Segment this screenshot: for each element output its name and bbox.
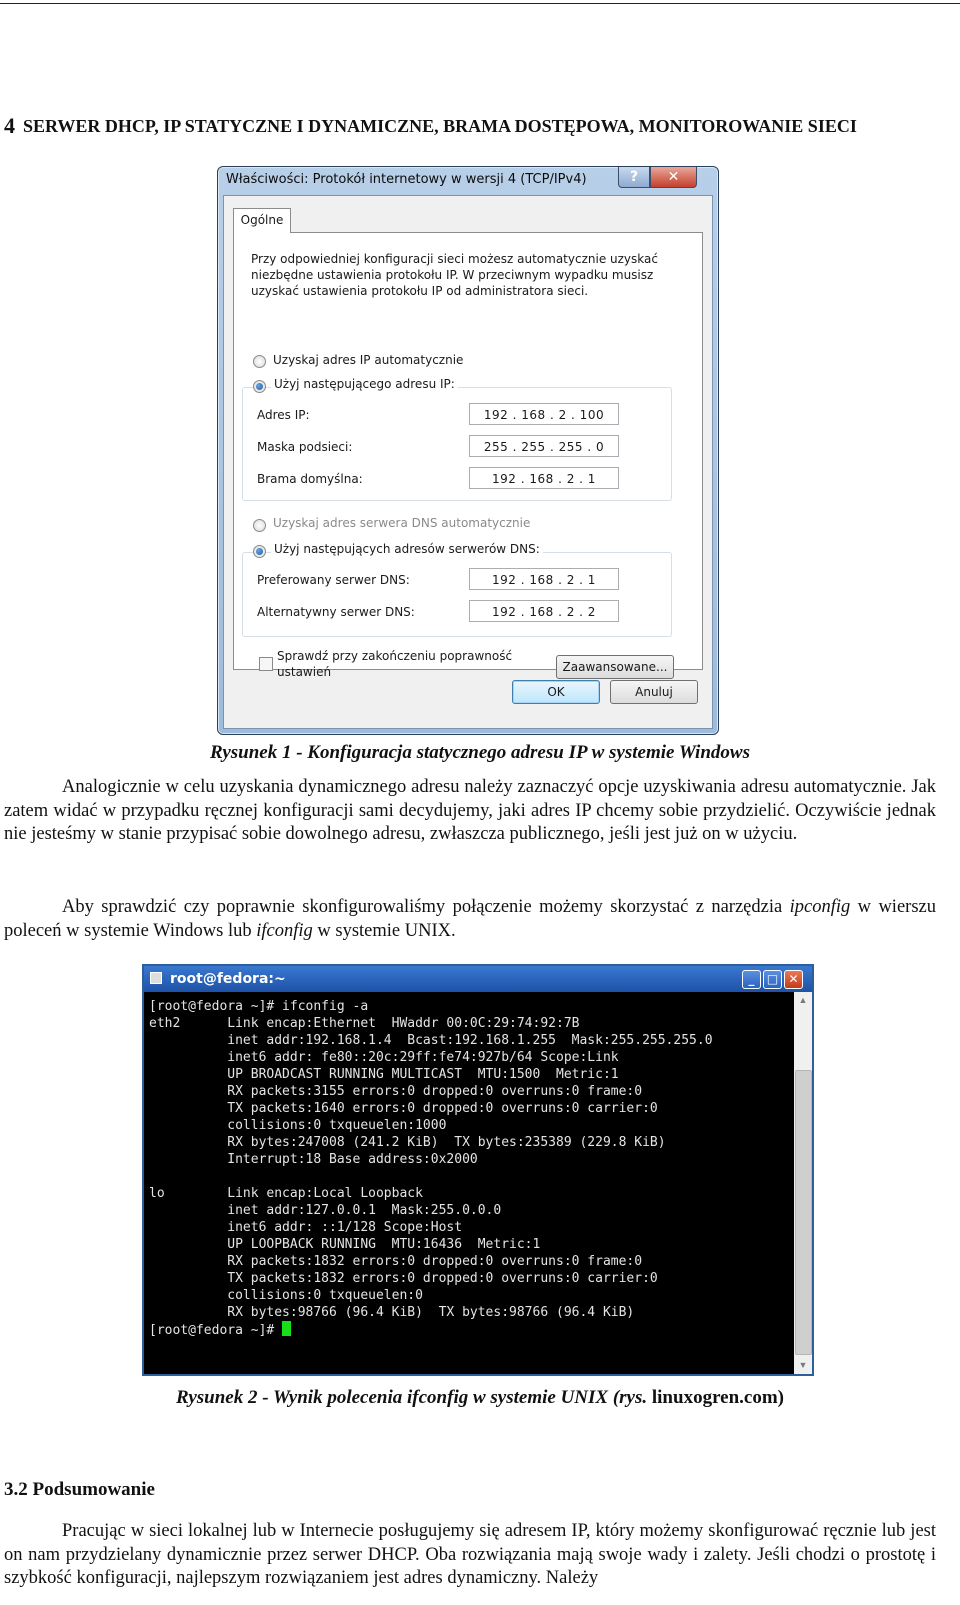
alternate-dns-field[interactable]: 192 . 168 . 2 . 2 [469,600,619,622]
terminal-scrollbar[interactable] [794,992,812,1374]
minimize-button[interactable] [742,970,761,989]
terminal-close-button[interactable] [784,970,803,989]
terminal-output-text: [root@fedora ~]# ifconfig -a eth2 Link encap:Ethernet HWaddr 00:0C:29:74:92:7B inet addr:192.168.1.4 Bcast:192.168.1.255 Mask:255.255.255.0 inet6 addr: fe80::20c:29ff:fe74:927b/64 Scope:Link UP BROADCAST RUNNING MULTICAST MTU:1500 Metric:1 RX packets:3155 errors:0 dropped:0 overruns:0 frame:0 TX packets:1640 errors:0 dropped:0 overruns:0 carrier:0 collisions:0 txqueuelen:1000 RX bytes:247008 (241.2 KiB) TX bytes:235389 (229.8 KiB) Interrupt:18 Base address:0x2000 lo Link encap:Local Loopback inet addr:127.0.0.1 Mask:255.0.0.0 inet6 addr: ::1/128 Scope:Host UP LOOPBACK RUNNING MTU:16436 Metric:1 RX packets:1832 errors:0 dropped:0 overruns:0 frame:0 TX packets:1832 errors:0 dropped:0 overruns:0 carrier:0 collisions:0 txqueuelen:0 RX bytes:98766 (96.4 KiB) TX bytes:98766 (96.4 KiB) [149,999,713,1320]
terminal-titlebar [144,966,812,992]
paragraph-ipconfig-text-2: w wierszu poleceń w systemie Windows lub [4,897,936,941]
radio-manual-dns[interactable] [253,545,266,558]
figure-2-caption-text: Rysunek 2 - Wynik polecenia ifconfig w systemie UNIX (rys. [176,1387,652,1408]
ok-button[interactable]: OK [512,680,600,704]
ip-address-label: Adres IP: [257,408,310,422]
figure-1-caption: Rysunek 1 - Konfiguracja statycznego adresu IP w systemie Windows [210,742,750,763]
paragraph-dynamic-address [4,776,936,847]
figure-2-caption [0,1387,960,1409]
figure-2-caption-end: ) [777,1387,784,1408]
minimize-icon: _ [748,972,755,986]
dns-settings-group [242,552,672,637]
terminal-output [149,998,713,1339]
terminal-cursor [282,1321,291,1336]
chapter-title: SERWER DHCP, IP STATYCZNE I DYNAMICZNE, BRAMA DOSTĘPOWA, MONITOROWANIE SIECI [23,116,857,136]
paragraph-summary [4,1520,936,1591]
dialog-body [223,195,713,729]
terminal-prompt: [root@fedora ~]# [149,1323,283,1338]
tab-general[interactable]: Ogólne [233,208,291,233]
radio-manual-ip[interactable] [253,380,266,393]
radio-auto-ip[interactable] [253,355,266,368]
radio-auto-dns[interactable] [253,519,266,532]
command-ipconfig: ipconfig [789,897,851,917]
preferred-dns-label: Preferowany serwer DNS: [257,573,410,587]
terminal-icon [150,972,162,984]
paragraph-dynamic-address-text: Analogicznie w celu uzyskania dynamicznego adresu należy zaznaczyć opcje uzyskiwania adresu automatycznie. Jak zatem widać w przypadku ręcznej konfiguracji sami decydujemy, jaki adres IP chcemy sobie przydzielić. Oczywiście jednak nie jesteśmy w stanie przypisać sobie dowolnego adresu, zwłaszcza publicznego, jeśli jest już on w użyciu. [4,777,936,844]
alternate-dns-label: Alternatywny serwer DNS: [257,605,415,619]
help-icon: ? [629,169,639,185]
terminal-title: root@fedora:~ [170,971,286,987]
scroll-up-icon[interactable]: ▲ [798,995,808,1005]
cancel-button[interactable]: Anuluj [610,680,698,704]
close-icon: ✕ [667,169,680,185]
help-button[interactable] [618,167,650,188]
preferred-dns-field[interactable]: 192 . 168 . 2 . 1 [469,568,619,590]
command-ifconfig: ifconfig [256,920,313,941]
radio-manual-ip-label: Użyj następującego adresu IP: [271,377,458,391]
paragraph-summary-text: Pracując w sieci lokalnej lub w Internecie posługujemy się adresem IP, który możemy skonfigurować ręcznie lub jest on nam przydzielany dynamicznie przez serwer DHCP. Oba rozwiązania mają swoje wady i zalety. Jeśli chodzi o prostotę i szybkość konfiguracji, najlepszym rozwiązaniem jest adres dynamiczny. Należy [4,1521,936,1588]
ip-address-field[interactable]: 192 . 168 . 2 . 100 [469,403,619,425]
scrollbar-thumb[interactable] [795,1070,812,1355]
validate-settings-label-line1: Sprawdź przy zakończeniu poprawność [277,649,513,663]
default-gateway-label: Brama domyślna: [257,472,363,486]
validate-settings-checkbox[interactable] [259,657,273,671]
subnet-mask-field[interactable]: 255 . 255 . 255 . 0 [469,435,619,457]
scroll-down-icon[interactable]: ▼ [798,1360,808,1370]
radio-manual-dns-label: Użyj następujących adresów serwerów DNS: [271,542,543,556]
ipv4-properties-dialog [217,166,719,735]
dialog-description: Przy odpowiedniej konfiguracji sieci możesz automatycznie uzyskać niezbędne ustawienia protokołu IP. W przeciwnym wypadku musisz uzyskać ustawienia protokołu IP od administratora sieci. [251,252,658,298]
maximize-icon: □ [766,972,779,986]
terminal-window [142,964,814,1376]
tab-panel-general [233,232,703,679]
radio-auto-ip-label: Uzyskaj adres IP automatycznie [273,353,464,367]
chapter-header [4,113,857,139]
paragraph-ipconfig-text-1: Aby sprawdzić czy poprawnie skonfigurowaliśmy połączenie możemy skorzystać z narzędzia [62,897,790,917]
dialog-title: Właściwości: Protokół internetowy w wersji 4 (TCP/IPv4) [226,172,587,187]
advanced-button[interactable]: Zaawansowane... [556,655,674,679]
close-icon: ✕ [788,972,799,986]
figure-2-caption-source: linuxogren.com [651,1387,778,1408]
close-button[interactable] [650,167,697,188]
paragraph-ipconfig-text-3: w systemie UNIX. [312,920,456,941]
chapter-number: 4 [4,113,15,138]
default-gateway-field[interactable]: 192 . 168 . 2 . 1 [469,467,619,489]
maximize-button[interactable] [763,970,782,989]
radio-auto-dns-label: Uzyskaj adres serwera DNS automatycznie [273,516,531,530]
top-rule [0,3,960,4]
subnet-mask-label: Maska podsieci: [257,440,353,454]
validate-settings-label-line2: ustawień [277,665,332,679]
paragraph-ipconfig [4,896,936,943]
section-heading: 3.2 Podsumowanie [4,1479,155,1500]
